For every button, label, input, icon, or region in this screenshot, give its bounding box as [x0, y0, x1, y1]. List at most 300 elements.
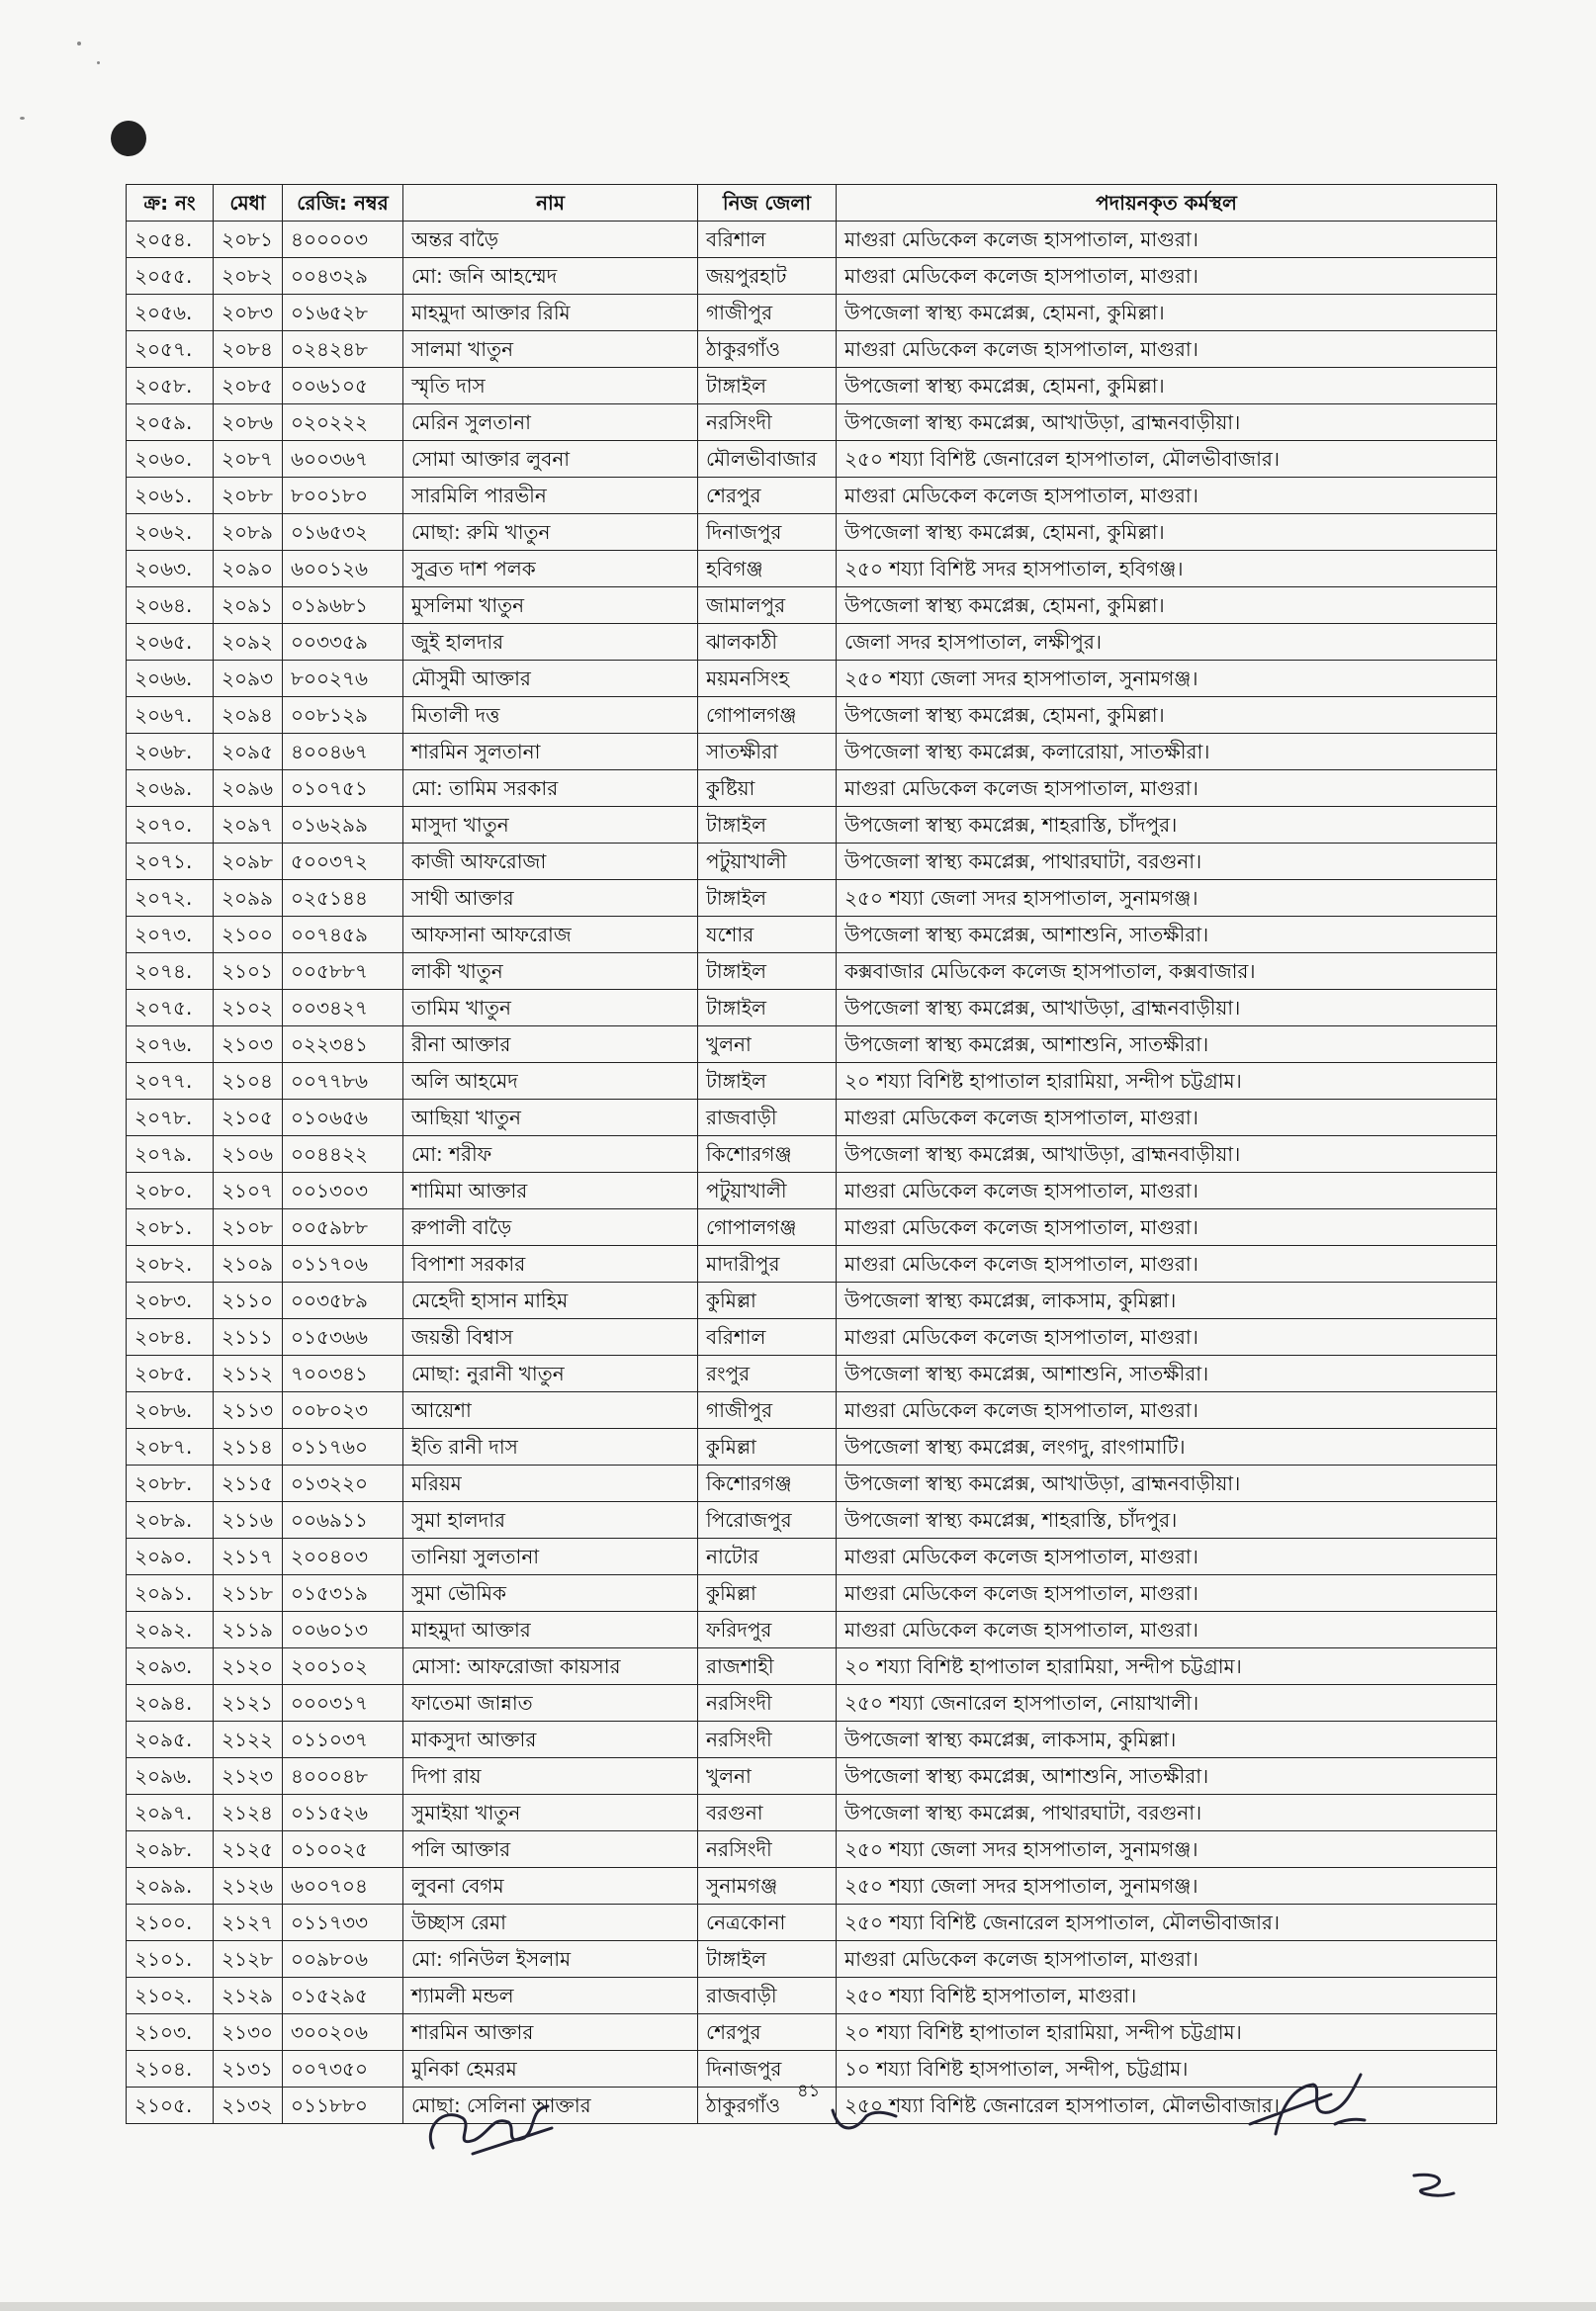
reg-no-cell: ০২২৩৪১ — [283, 1026, 403, 1063]
table-row — [127, 1868, 1497, 1905]
table-row — [127, 1100, 1497, 1136]
merit-cell: ২১২২ — [214, 1722, 283, 1758]
district-cell: টাঙ্গাইল — [698, 368, 837, 404]
merit-cell: ২১০৩ — [214, 1026, 283, 1063]
merit-cell: ২১০২ — [214, 990, 283, 1026]
table-row — [127, 258, 1497, 295]
posting-cell: ২৫০ শয্যা বিশিষ্ট হাসপাতাল, মাগুরা। — [837, 1978, 1497, 2014]
reg-no-cell: ০০৩৪২৭ — [283, 990, 403, 1026]
serial-cell: ২১০৫. — [127, 2088, 214, 2124]
serial-cell: ২০৭৯. — [127, 1136, 214, 1173]
district-cell: ঝালকাঠী — [698, 624, 837, 661]
merit-cell: ২১১৩ — [214, 1392, 283, 1429]
initials-center — [827, 2096, 906, 2136]
merit-cell: ২০৯৯ — [214, 880, 283, 917]
table-row — [127, 1356, 1497, 1392]
reg-no-cell: ৪০০০০৩ — [283, 222, 403, 258]
merit-cell: ২০৯১ — [214, 587, 283, 624]
posting-cell: উপজেলা স্বাস্থ্য কমপ্লেক্স, আখাউড়া, ব্রাহ্মনবাড়ীয়া। — [837, 990, 1497, 1026]
district-cell: নরসিংদী — [698, 404, 837, 441]
district-cell: দিনাজপুর — [698, 514, 837, 551]
district-cell: রংপুর — [698, 1356, 837, 1392]
table-row — [127, 1612, 1497, 1648]
serial-cell: ২০৮৯. — [127, 1502, 214, 1539]
scan-bottom-edge — [0, 2302, 1596, 2311]
merit-cell: ২০৮৩ — [214, 295, 283, 331]
posting-cell: মাগুরা মেডিকেল কলেজ হাসপাতাল, মাগুরা। — [837, 1575, 1497, 1612]
signature-left — [413, 2089, 572, 2168]
serial-cell: ২০৬৭. — [127, 697, 214, 734]
serial-cell: ২০৯৬. — [127, 1758, 214, 1795]
name-cell: স্মৃতি দাস — [403, 368, 698, 404]
name-cell: সাথী আক্তার — [403, 880, 698, 917]
posting-cell: উপজেলা স্বাস্থ্য কমপ্লেক্স, আশাশুনি, সাতক্ষীরা। — [837, 1758, 1497, 1795]
table-row — [127, 1539, 1497, 1575]
posting-cell: উপজেলা স্বাস্থ্য কমপ্লেক্স, হোমনা, কুমিল্লা। — [837, 295, 1497, 331]
reg-no-cell: ৪০০০৪৮ — [283, 1758, 403, 1795]
serial-cell: ২০৫৪. — [127, 222, 214, 258]
name-cell: আছিয়া খাতুন — [403, 1100, 698, 1136]
merit-cell: ২১০৭ — [214, 1173, 283, 1209]
posting-cell: মাগুরা মেডিকেল কলেজ হাসপাতাল, মাগুরা। — [837, 1100, 1497, 1136]
serial-cell: ২০৭২. — [127, 880, 214, 917]
merit-cell: ২১১০ — [214, 1283, 283, 1319]
serial-cell: ২০৯১. — [127, 1575, 214, 1612]
name-cell: রুপালী বাড়ৈ — [403, 1209, 698, 1246]
name-cell: সুমাইয়া খাতুন — [403, 1795, 698, 1831]
posting-cell: উপজেলা স্বাস্থ্য কমপ্লেক্স, আখাউড়া, ব্রাহ্মনবাড়ীয়া। — [837, 404, 1497, 441]
district-cell: গাজীপুর — [698, 295, 837, 331]
posting-cell: মাগুরা মেডিকেল কলেজ হাসপাতাল, মাগুরা। — [837, 1246, 1497, 1283]
district-cell: নরসিংদী — [698, 1722, 837, 1758]
merit-cell: ২১২১ — [214, 1685, 283, 1722]
serial-cell: ২০৯২. — [127, 1612, 214, 1648]
name-cell: মৌসুমী আক্তার — [403, 661, 698, 697]
reg-no-cell: ০০৬৯১১ — [283, 1502, 403, 1539]
reg-no-cell: ০২৫১৪৪ — [283, 880, 403, 917]
merit-cell: ২১১৯ — [214, 1612, 283, 1648]
reg-no-cell: ০১৬৫৩২ — [283, 514, 403, 551]
table-row — [127, 807, 1497, 844]
serial-cell: ২০৭৪. — [127, 953, 214, 990]
table-row — [127, 1173, 1497, 1209]
posting-cell: উপজেলা স্বাস্থ্য কমপ্লেক্স, আখাউড়া, ব্রাহ্মনবাড়ীয়া। — [837, 1466, 1497, 1502]
serial-cell: ২০৯৩. — [127, 1648, 214, 1685]
district-cell: গোপালগঞ্জ — [698, 697, 837, 734]
table-row — [127, 331, 1497, 368]
district-cell: নরসিংদী — [698, 1831, 837, 1868]
reg-no-cell: ৭০০৩৪১ — [283, 1356, 403, 1392]
posting-cell: উপজেলা স্বাস্থ্য কমপ্লেক্স, শাহরাস্তি, চাঁদপুর। — [837, 807, 1497, 844]
serial-cell: ২০৮৭. — [127, 1429, 214, 1466]
serial-cell: ২০৮৮. — [127, 1466, 214, 1502]
table-row — [127, 587, 1497, 624]
reg-no-cell: ০০৩৩৫৯ — [283, 624, 403, 661]
table-row — [127, 1941, 1497, 1978]
serial-cell: ২১০২. — [127, 1978, 214, 2014]
posting-cell: মাগুরা মেডিকেল কলেজ হাসপাতাল, মাগুরা। — [837, 1539, 1497, 1575]
merit-cell: ২০৯৬ — [214, 770, 283, 807]
merit-cell: ২১২৪ — [214, 1795, 283, 1831]
name-cell: মরিয়ম — [403, 1466, 698, 1502]
initials-bottom-right — [1404, 2166, 1463, 2205]
name-cell: সারমিলি পারভীন — [403, 478, 698, 514]
posting-cell: মাগুরা মেডিকেল কলেজ হাসপাতাল, মাগুরা। — [837, 770, 1497, 807]
posting-cell: মাগুরা মেডিকেল কলেজ হাসপাতাল, মাগুরা। — [837, 258, 1497, 295]
name-cell: লাকী খাতুন — [403, 953, 698, 990]
posting-cell: উপজেলা স্বাস্থ্য কমপ্লেক্স, পাথারঘাটা, বরগুনা। — [837, 844, 1497, 880]
reg-no-cell: ০০৭৭৮৬ — [283, 1063, 403, 1100]
posting-cell: ২০ শয্যা বিশিষ্ট হাপাতাল হারামিয়া, সন্দীপ চট্টগ্রাম। — [837, 1063, 1497, 1100]
merit-cell: ২১২৩ — [214, 1758, 283, 1795]
name-cell: মাকসুদা আক্তার — [403, 1722, 698, 1758]
posting-cell: মাগুরা মেডিকেল কলেজ হাসপাতাল, মাগুরা। — [837, 1209, 1497, 1246]
reg-no-cell: ০১১৮৮০ — [283, 2088, 403, 2124]
name-cell: মো: গনিউল ইসলাম — [403, 1941, 698, 1978]
district-cell: টাঙ্গাইল — [698, 1063, 837, 1100]
district-cell: পটুয়াখালী — [698, 844, 837, 880]
merit-cell: ২১২৯ — [214, 1978, 283, 2014]
table-row — [127, 222, 1497, 258]
district-cell: রাজবাড়ী — [698, 1100, 837, 1136]
reg-no-cell: ০১১৭৩৩ — [283, 1905, 403, 1941]
name-cell: মোসা: আফরোজা কায়সার — [403, 1648, 698, 1685]
table-row — [127, 1722, 1497, 1758]
reg-no-cell: ০০৫৮৮৭ — [283, 953, 403, 990]
merit-cell: ২০৯৭ — [214, 807, 283, 844]
merit-cell: ২০৯৫ — [214, 734, 283, 770]
merit-cell: ২০৮৯ — [214, 514, 283, 551]
posting-cell: মাগুরা মেডিকেল কলেজ হাসপাতাল, মাগুরা। — [837, 1612, 1497, 1648]
merit-cell: ২০৮৭ — [214, 441, 283, 478]
table-row — [127, 441, 1497, 478]
district-cell: বরগুনা — [698, 1795, 837, 1831]
name-cell: মেরিন সুলতানা — [403, 404, 698, 441]
serial-cell: ২০৭৬. — [127, 1026, 214, 1063]
posting-cell: ২৫০ শয্যা জেলা সদর হাসপাতাল, সুনামগঞ্জ। — [837, 661, 1497, 697]
reg-no-cell: ০০৯৮০৬ — [283, 1941, 403, 1978]
name-cell: সুমা হালদার — [403, 1502, 698, 1539]
merit-cell: ২১৩২ — [214, 2088, 283, 2124]
serial-cell: ২০৯৫. — [127, 1722, 214, 1758]
reg-no-cell: ০০৭৪৫৯ — [283, 917, 403, 953]
serial-cell: ২০৫৬. — [127, 295, 214, 331]
table-row — [127, 1575, 1497, 1612]
posting-cell: ২৫০ শয্যা বিশিষ্ট জেনারেল হাসপাতাল, মৌলভীবাজার। — [837, 441, 1497, 478]
posting-cell: উপজেলা স্বাস্থ্য কমপ্লেক্স, শাহরাস্তি, চাঁদপুর। — [837, 1502, 1497, 1539]
table-header-row — [127, 185, 1497, 222]
table-row — [127, 1209, 1497, 1246]
reg-no-cell: ০০৭৩৫০ — [283, 2051, 403, 2088]
merit-cell: ২১১১ — [214, 1319, 283, 1356]
serial-cell: ২০৭৩. — [127, 917, 214, 953]
name-cell: মাহমুদা আক্তার রিমি — [403, 295, 698, 331]
table-row — [127, 1429, 1497, 1466]
name-cell: উচ্ছাস রেমা — [403, 1905, 698, 1941]
header-serial: ক্র: নং — [127, 185, 214, 222]
reg-no-cell: ০১৫৩১৯ — [283, 1575, 403, 1612]
district-cell: নাটোর — [698, 1539, 837, 1575]
district-cell: গাজীপুর — [698, 1392, 837, 1429]
name-cell: জয়ন্তী বিশ্বাস — [403, 1319, 698, 1356]
name-cell: তানিয়া সুলতানা — [403, 1539, 698, 1575]
reg-no-cell: ৩০০২০৬ — [283, 2014, 403, 2051]
serial-cell: ২০৮২. — [127, 1246, 214, 1283]
table-row — [127, 844, 1497, 880]
name-cell: বিপাশা সরকার — [403, 1246, 698, 1283]
serial-cell: ২০৫৯. — [127, 404, 214, 441]
posting-cell: উপজেলা স্বাস্থ্য কমপ্লেক্স, লংগদু, রাংগামাটি। — [837, 1429, 1497, 1466]
serial-cell: ২১০৩. — [127, 2014, 214, 2051]
serial-cell: ২০৯৯. — [127, 1868, 214, 1905]
merit-cell: ২১২০ — [214, 1648, 283, 1685]
posting-cell: উপজেলা স্বাস্থ্য কমপ্লেক্স, হোমনা, কুমিল্লা। — [837, 368, 1497, 404]
name-cell: শারমিন আক্তার — [403, 2014, 698, 2051]
table-row — [127, 1831, 1497, 1868]
table-row — [127, 1319, 1497, 1356]
district-cell: কুমিল্লা — [698, 1283, 837, 1319]
reg-no-cell: ২০০৪০৩ — [283, 1539, 403, 1575]
posting-cell: জেলা সদর হাসপাতাল, লক্ষীপুর। — [837, 624, 1497, 661]
name-cell: শামিমা আক্তার — [403, 1173, 698, 1209]
posting-cell: ২৫০ শয্যা জেনারেল হাসপাতাল, নোয়াখালী। — [837, 1685, 1497, 1722]
table-row — [127, 514, 1497, 551]
table-row — [127, 1063, 1497, 1100]
district-cell: খুলনা — [698, 1758, 837, 1795]
name-cell: মুসলিমা খাতুন — [403, 587, 698, 624]
name-cell: পলি আক্তার — [403, 1831, 698, 1868]
district-cell: শেরপুর — [698, 2014, 837, 2051]
district-cell: ঠাকুরগাঁও — [698, 331, 837, 368]
merit-cell: ২০৮৮ — [214, 478, 283, 514]
table-row — [127, 1905, 1497, 1941]
district-cell: বরিশাল — [698, 222, 837, 258]
posting-cell: উপজেলা স্বাস্থ্য কমপ্লেক্স, আশাশুনি, সাতক্ষীরা। — [837, 1026, 1497, 1063]
reg-no-cell: ০১৯৬৮১ — [283, 587, 403, 624]
name-cell: রীনা আক্তার — [403, 1026, 698, 1063]
name-cell: জুই হালদার — [403, 624, 698, 661]
serial-cell: ২০৫৭. — [127, 331, 214, 368]
serial-cell: ২০৮৬. — [127, 1392, 214, 1429]
reg-no-cell: ০০৬১০৫ — [283, 368, 403, 404]
reg-no-cell: ০১১৭৬০ — [283, 1429, 403, 1466]
serial-cell: ২০৯৮. — [127, 1831, 214, 1868]
merit-cell: ২১০৮ — [214, 1209, 283, 1246]
district-cell: যশোর — [698, 917, 837, 953]
reg-no-cell: ০১০০২৫ — [283, 1831, 403, 1868]
posting-cell: মাগুরা মেডিকেল কলেজ হাসপাতাল, মাগুরা। — [837, 1941, 1497, 1978]
serial-cell: ২০৬৫. — [127, 624, 214, 661]
table-row — [127, 917, 1497, 953]
serial-cell: ২০৭৭. — [127, 1063, 214, 1100]
serial-cell: ২০৬০. — [127, 441, 214, 478]
posting-cell: মাগুরা মেডিকেল কলেজ হাসপাতাল, মাগুরা। — [837, 222, 1497, 258]
serial-cell: ২০৭০. — [127, 807, 214, 844]
district-cell: ময়মনসিংহ — [698, 661, 837, 697]
serial-cell: ২০৮০. — [127, 1173, 214, 1209]
posting-cell: মাগুরা মেডিকেল কলেজ হাসপাতাল, মাগুরা। — [837, 478, 1497, 514]
page-number: ৪১ — [797, 2081, 821, 2101]
serial-cell: ২০৯০. — [127, 1539, 214, 1575]
table-row — [127, 1246, 1497, 1283]
district-cell: কুমিল্লা — [698, 1575, 837, 1612]
posting-cell: উপজেলা স্বাস্থ্য কমপ্লেক্স, কলারোয়া, সাতক্ষীরা। — [837, 734, 1497, 770]
scan-speck — [77, 42, 81, 45]
table-row — [127, 1136, 1497, 1173]
merit-cell: ২০৯০ — [214, 551, 283, 587]
posting-cell: ২৫০ শয্যা জেলা সদর হাসপাতাল, সুনামগঞ্জ। — [837, 880, 1497, 917]
merit-cell: ২০৯২ — [214, 624, 283, 661]
serial-cell: ২০৯৭. — [127, 1795, 214, 1831]
posting-cell: ২৫০ শয্যা জেলা সদর হাসপাতাল, সুনামগঞ্জ। — [837, 1831, 1497, 1868]
serial-cell: ২১০০. — [127, 1905, 214, 1941]
reg-no-cell: ৮০০১৮০ — [283, 478, 403, 514]
reg-no-cell: ০১১৭০৬ — [283, 1246, 403, 1283]
district-cell: জামালপুর — [698, 587, 837, 624]
name-cell: মুনিকা হেমরম — [403, 2051, 698, 2088]
signature-right — [1236, 2065, 1374, 2144]
serial-cell: ২০৮৩. — [127, 1283, 214, 1319]
serial-cell: ২০৬৪. — [127, 587, 214, 624]
merit-cell: ২১১৫ — [214, 1466, 283, 1502]
name-cell: ইতি রানী দাস — [403, 1429, 698, 1466]
district-cell: শেরপুর — [698, 478, 837, 514]
reg-no-cell: ০০৪৩২৯ — [283, 258, 403, 295]
table-row — [127, 368, 1497, 404]
posting-cell: মাগুরা মেডিকেল কলেজ হাসপাতাল, মাগুরা। — [837, 1173, 1497, 1209]
punch-hole — [111, 121, 146, 156]
table-row — [127, 295, 1497, 331]
district-cell: সাতক্ষীরা — [698, 734, 837, 770]
header-reg-no: রেজি: নম্বর — [283, 185, 403, 222]
reg-no-cell: ০০৮১২৯ — [283, 697, 403, 734]
reg-no-cell: ৫০০৩৭২ — [283, 844, 403, 880]
reg-no-cell: ০০০৩১৭ — [283, 1685, 403, 1722]
district-cell: কিশোরগঞ্জ — [698, 1466, 837, 1502]
merit-cell: ২১২৭ — [214, 1905, 283, 1941]
posting-cell: উপজেলা স্বাস্থ্য কমপ্লেক্স, হোমনা, কুমিল্লা। — [837, 587, 1497, 624]
posting-cell: উপজেলা স্বাস্থ্য কমপ্লেক্স, হোমনা, কুমিল্লা। — [837, 514, 1497, 551]
reg-no-cell: ৪০০৪৬৭ — [283, 734, 403, 770]
district-cell: মৌলভীবাজার — [698, 441, 837, 478]
name-cell: মোছা: সেলিনা আক্তার — [403, 2088, 698, 2124]
table-row — [127, 478, 1497, 514]
district-cell: খুলনা — [698, 1026, 837, 1063]
posting-cell: কক্সবাজার মেডিকেল কলেজ হাসপাতাল, কক্সবাজার। — [837, 953, 1497, 990]
posting-cell: উপজেলা স্বাস্থ্য কমপ্লেক্স, পাথারঘাটা, বরগুনা। — [837, 1795, 1497, 1831]
serial-cell: ২১০৪. — [127, 2051, 214, 2088]
serial-cell: ২০৬৯. — [127, 770, 214, 807]
district-cell: গোপালগঞ্জ — [698, 1209, 837, 1246]
merit-cell: ২১২৮ — [214, 1941, 283, 1978]
district-cell: হবিগঞ্জ — [698, 551, 837, 587]
serial-cell: ২০৮৪. — [127, 1319, 214, 1356]
district-cell: ঠাকুরগাঁও — [698, 2088, 837, 2124]
posting-cell: ২৫০ শয্যা বিশিষ্ট জেনারেল হাসপাতাল, মৌলভীবাজার। — [837, 2088, 1497, 2124]
district-cell: নেত্রকোনা — [698, 1905, 837, 1941]
serial-cell: ২০৬৩. — [127, 551, 214, 587]
name-cell: কাজী আফরোজা — [403, 844, 698, 880]
serial-cell: ২০৬১. — [127, 478, 214, 514]
serial-cell: ২০৫৫. — [127, 258, 214, 295]
name-cell: অলি আহমেদ — [403, 1063, 698, 1100]
merit-cell: ২১০৫ — [214, 1100, 283, 1136]
merit-cell: ২০৮১ — [214, 222, 283, 258]
district-cell: টাঙ্গাইল — [698, 990, 837, 1026]
posting-cell: ১০ শয্যা বিশিষ্ট হাসপাতাল, সন্দীপ, চট্টগ্রাম। — [837, 2051, 1497, 2088]
name-cell: মোছা: নুরানী খাতুন — [403, 1356, 698, 1392]
name-cell: সুব্রত দাশ পলক — [403, 551, 698, 587]
reg-no-cell: ৬০০১২৬ — [283, 551, 403, 587]
district-cell: নরসিংদী — [698, 1685, 837, 1722]
posting-cell: মাগুরা মেডিকেল কলেজ হাসপাতাল, মাগুরা। — [837, 1392, 1497, 1429]
name-cell: আয়েশা — [403, 1392, 698, 1429]
merit-cell: ২০৮৪ — [214, 331, 283, 368]
serial-cell: ২০৭৫. — [127, 990, 214, 1026]
reg-no-cell: ০১৫২৯৫ — [283, 1978, 403, 2014]
name-cell: শ্যামলী মন্ডল — [403, 1978, 698, 2014]
reg-no-cell: ৬০০৩৬৭ — [283, 441, 403, 478]
name-cell: লুবনা বেগম — [403, 1868, 698, 1905]
district-cell: টাঙ্গাইল — [698, 1941, 837, 1978]
merit-cell: ২১০০ — [214, 917, 283, 953]
district-cell: টাঙ্গাইল — [698, 880, 837, 917]
reg-no-cell: ৮০০২৭৬ — [283, 661, 403, 697]
serial-cell: ২০৬৬. — [127, 661, 214, 697]
reg-no-cell: ০১০৬৫৬ — [283, 1100, 403, 1136]
reg-no-cell: ০০৮০২৩ — [283, 1392, 403, 1429]
table-row — [127, 1685, 1497, 1722]
district-cell: জয়পুরহাট — [698, 258, 837, 295]
district-cell: বরিশাল — [698, 1319, 837, 1356]
serial-cell: ২১০১. — [127, 1941, 214, 1978]
name-cell: মো: শরীফ — [403, 1136, 698, 1173]
merit-cell: ২০৯৮ — [214, 844, 283, 880]
reg-no-cell: ০০৫৯৮৮ — [283, 1209, 403, 1246]
merit-cell: ২১০১ — [214, 953, 283, 990]
table-row — [127, 1283, 1497, 1319]
reg-no-cell: ০২৪২৪৮ — [283, 331, 403, 368]
reg-no-cell: ০১৫৩৬৬ — [283, 1319, 403, 1356]
merit-cell: ২১০৪ — [214, 1063, 283, 1100]
table-row — [127, 1392, 1497, 1429]
table-row — [127, 770, 1497, 807]
name-cell: অন্তর বাড়ৈ — [403, 222, 698, 258]
posting-table — [126, 184, 1497, 2124]
reg-no-cell: ২০০১০২ — [283, 1648, 403, 1685]
posting-cell: মাগুরা মেডিকেল কলেজ হাসপাতাল, মাগুরা। — [837, 1319, 1497, 1356]
serial-cell: ২০৯৪. — [127, 1685, 214, 1722]
serial-cell: ২০৫৮. — [127, 368, 214, 404]
district-cell: দিনাজপুর — [698, 2051, 837, 2088]
table-row — [127, 2014, 1497, 2051]
table-row — [127, 697, 1497, 734]
name-cell: আফসানা আফরোজ — [403, 917, 698, 953]
table-body — [127, 222, 1497, 2124]
reg-no-cell: ০১১০৩৭ — [283, 1722, 403, 1758]
posting-cell: ২৫০ শয্যা জেলা সদর হাসপাতাল, সুনামগঞ্জ। — [837, 1868, 1497, 1905]
name-cell: ফাতেমা জান্নাত — [403, 1685, 698, 1722]
table-row — [127, 1502, 1497, 1539]
reg-no-cell: ০২০২২২ — [283, 404, 403, 441]
merit-cell: ২০৮৫ — [214, 368, 283, 404]
table-row — [127, 551, 1497, 587]
reg-no-cell: ০০৩৫৮৯ — [283, 1283, 403, 1319]
district-cell: রাজশাহী — [698, 1648, 837, 1685]
name-cell: শারমিন সুলতানা — [403, 734, 698, 770]
merit-cell: ২১০৬ — [214, 1136, 283, 1173]
reg-no-cell: ০০৬০১৩ — [283, 1612, 403, 1648]
